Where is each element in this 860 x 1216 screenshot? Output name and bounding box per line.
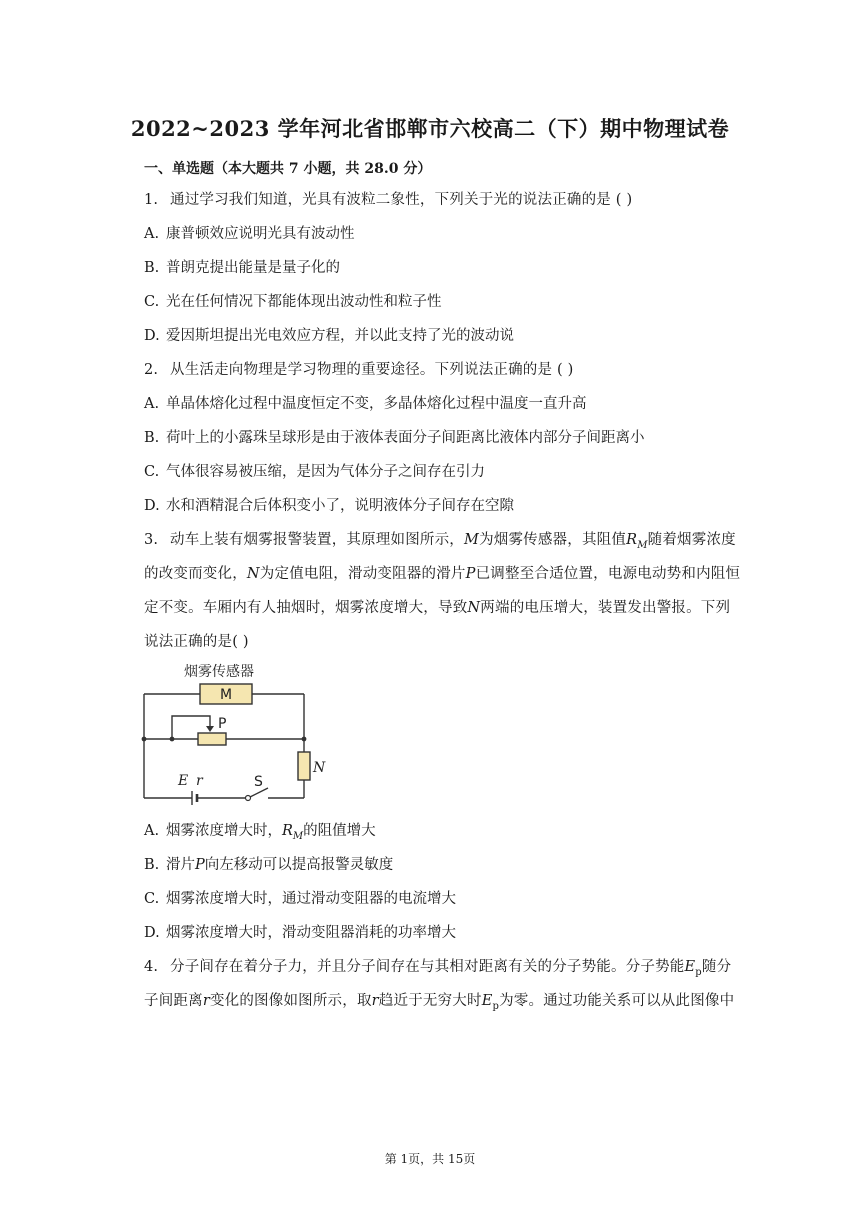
- option-text: 水和酒精混合后体积变小了，说明液体分子间存在空隙: [166, 498, 514, 514]
- resistor-n-label: N: [313, 760, 326, 776]
- junction-dot: [302, 737, 307, 742]
- q3-option-c[interactable]: [144, 889, 456, 909]
- q3-text: 已调整至合适位置，电源电动势和内阻恒: [475, 566, 741, 582]
- q3-stem-line-2: [144, 564, 740, 584]
- option-label: A.: [144, 226, 160, 242]
- q4-text: 为零。通过功能关系可以从此图像中: [499, 993, 735, 1009]
- sensor-m-label: M: [219, 687, 233, 703]
- var-e: E: [684, 959, 696, 975]
- option-label: A.: [144, 823, 160, 839]
- option-text: 滑片: [166, 857, 195, 873]
- q4-text: 变化的图像如图所示，取: [209, 993, 372, 1009]
- q3-stem-line-3: [144, 598, 730, 618]
- q1-option-a[interactable]: [144, 224, 355, 244]
- q1-stem-text: 通过学习我们知道，光具有波粒二象性，下列关于光的说法正确的是 ( ): [170, 192, 633, 208]
- q2-option-c[interactable]: [144, 462, 485, 482]
- subscript-p: p: [695, 966, 702, 978]
- q2-stem: [144, 360, 574, 380]
- option-label: C.: [144, 891, 160, 907]
- option-text: 向左移动可以提高报警灵敏度: [204, 857, 394, 873]
- option-label: B.: [144, 430, 160, 446]
- q1-option-c[interactable]: [144, 292, 442, 312]
- option-label: A.: [144, 396, 160, 412]
- switch-s-label: S: [254, 774, 263, 790]
- option-text: 烟雾浓度增大时，滑动变阻器消耗的功率增大: [166, 925, 456, 941]
- q3-option-d[interactable]: [144, 923, 456, 943]
- q3-option-a[interactable]: [144, 821, 376, 847]
- switch-contact: [246, 796, 251, 801]
- rheostat-box: [198, 733, 226, 745]
- option-text: 爱因斯坦提出光电效应方程，并以此支持了光的波动说: [166, 328, 514, 344]
- var-n: N: [467, 600, 481, 616]
- page-footer: 第 1页，共 15页: [384, 1152, 476, 1166]
- option-text: 普朗克提出能量是量子化的: [166, 260, 340, 276]
- option-text: 光在任何情况下都能体现出波动性和粒子性: [166, 294, 442, 310]
- q4-number: 4.: [144, 959, 159, 975]
- q2-option-b[interactable]: [144, 428, 645, 448]
- option-text: 烟雾浓度增大时，: [166, 823, 282, 839]
- var-m: M: [464, 532, 480, 548]
- var-n: N: [246, 566, 260, 582]
- option-label: D.: [144, 328, 160, 344]
- q3-text: 两端的电压增大，装置发出警报。下列: [480, 600, 731, 616]
- subscript-m: M: [292, 830, 304, 842]
- option-label: B.: [144, 857, 160, 873]
- option-text: 单晶体熔化过程中温度恒定不变，多晶体熔化过程中温度一直升高: [166, 396, 587, 412]
- q4-stem-line-2: [144, 991, 734, 1017]
- subscript-m: M: [637, 539, 648, 551]
- option-label: D.: [144, 925, 160, 941]
- q3-text: 定不变。车厢内有人抽烟时，烟雾浓度增大，导致: [144, 600, 468, 616]
- slider-p-label: P: [218, 716, 227, 732]
- var-r: r: [371, 993, 379, 1009]
- battery-e-label: E: [178, 773, 189, 789]
- option-text: 康普顿效应说明光具有波动性: [166, 226, 355, 242]
- q2-option-a[interactable]: [144, 394, 587, 414]
- option-label: C.: [144, 294, 160, 310]
- page-title: 2022~2023 学年河北省邯郸市六校高二（下）期中物理试卷: [130, 116, 730, 141]
- option-text: 的阻值增大: [303, 823, 376, 839]
- q1-option-b[interactable]: [144, 258, 340, 278]
- option-label: B.: [144, 260, 160, 276]
- q1-option-d[interactable]: [144, 326, 514, 346]
- option-label: C.: [144, 464, 160, 480]
- q3-text: 为烟雾传感器，其阻值: [479, 532, 627, 548]
- q3-number: 3.: [144, 532, 159, 548]
- q2-stem-text: 从生活走向物理是学习物理的重要途径。下列说法正确的是 ( ): [170, 362, 574, 378]
- subscript-p: p: [492, 1000, 500, 1012]
- option-label: D.: [144, 498, 160, 514]
- q3-text: 的改变而变化，: [144, 566, 247, 582]
- sensor-caption: 烟雾传感器: [184, 664, 254, 680]
- var-p: P: [465, 566, 476, 582]
- q3-stem-line-4: 说法正确的是( ): [144, 634, 249, 650]
- var-r: r: [202, 993, 210, 1009]
- q3-text: 为定值电阻，滑动变阻器的滑片: [259, 566, 466, 582]
- var-e: E: [481, 993, 493, 1009]
- q4-text: 随分: [701, 959, 732, 975]
- q1-number: 1.: [144, 192, 159, 208]
- option-text: 气体很容易被压缩，是因为气体分子之间存在引力: [166, 464, 485, 480]
- q2-number: 2.: [144, 362, 159, 378]
- q3-option-b[interactable]: [144, 855, 393, 875]
- q4-stem-line-1: [144, 957, 731, 983]
- slider-arrow-icon: [206, 726, 214, 732]
- option-text: 烟雾浓度增大时，通过滑动变阻器的电流增大: [166, 891, 456, 907]
- q3-stem-line-1: [144, 530, 736, 556]
- var-r: R: [626, 532, 638, 548]
- q2-option-d[interactable]: [144, 496, 514, 516]
- q3-text: 随着烟雾浓度: [647, 532, 736, 548]
- var-p: P: [195, 857, 205, 873]
- q4-text: 分子间存在着分子力，并且分子间存在与其相对距离有关的分子势能。分子势能: [170, 959, 685, 975]
- option-text: 荷叶上的小露珠呈球形是由于液体表面分子间距离比液体内部分子间距离小: [166, 430, 645, 446]
- resistor-n-box: [298, 752, 310, 780]
- q1-stem: [144, 190, 632, 210]
- var-r: R: [282, 823, 293, 839]
- circuit-diagram: [140, 660, 326, 810]
- battery-r-label: r: [196, 773, 203, 789]
- q4-text: 子间距离: [144, 993, 203, 1009]
- junction-dot: [142, 737, 147, 742]
- section-heading: 一、单选题（本大题共 7 小题，共 28.0 分）: [144, 161, 432, 177]
- q3-text: 动车上装有烟雾报警装置，其原理如图所示，: [170, 532, 464, 548]
- q4-text: 趋近于无穷大时: [378, 993, 482, 1009]
